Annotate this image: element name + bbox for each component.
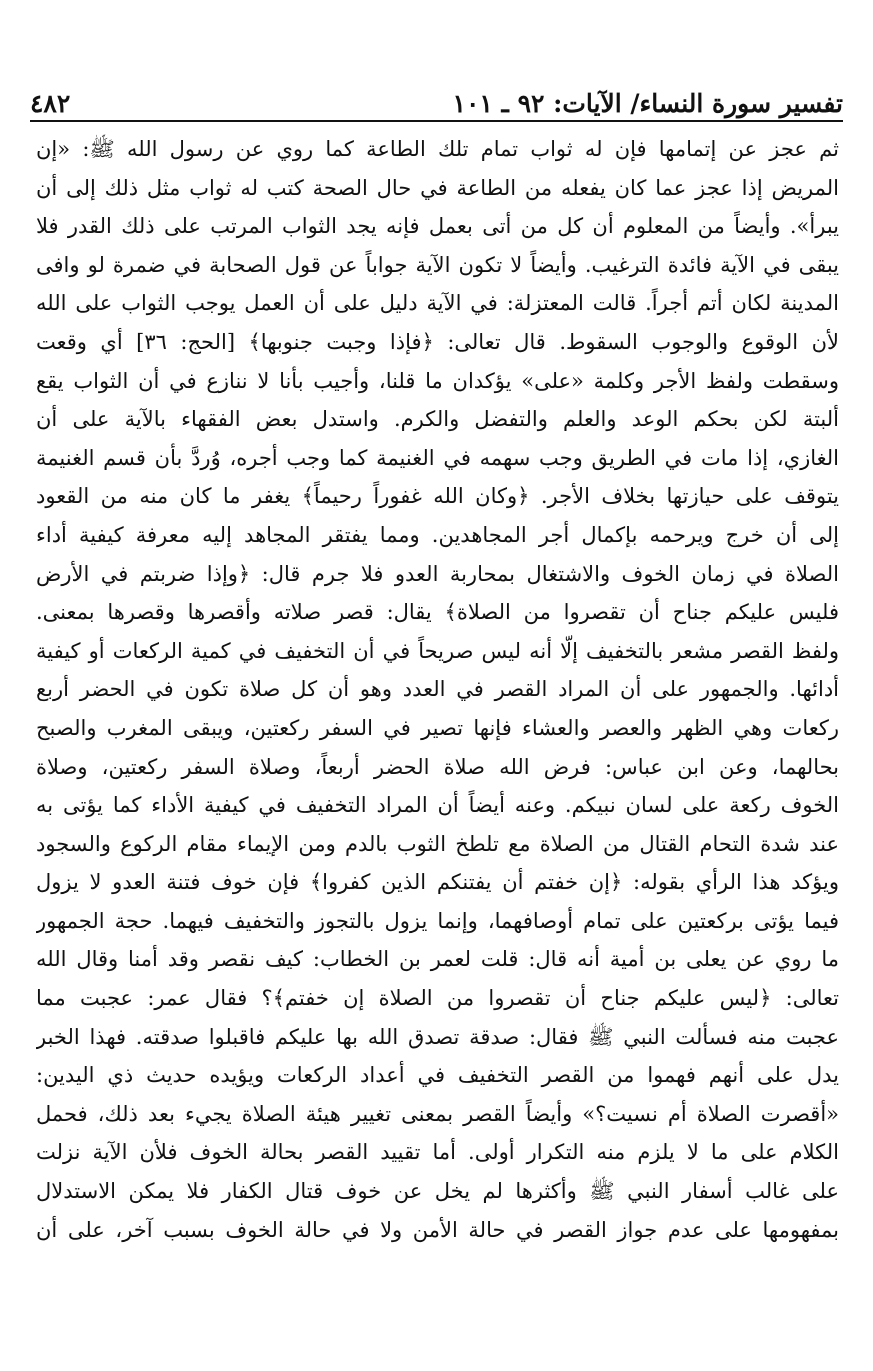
text-line: الخوف ركعة على لسان نبيكم. وعنه أيضاً أن المراد التخفيف في كيفية الأداء كما يؤتى به bbox=[36, 793, 839, 818]
text-line: الغازي، إذا مات في الطريق وجب سهمه في الغنيمة كما وجب أجره، وُردَّ بأن قسم الغنيمة bbox=[36, 445, 839, 470]
text-line: تعالى: ﴿ليس عليكم جناح أن تقصروا من الصلاة إن خفتم﴾؟ فقال عمر: عجبت مما bbox=[36, 986, 839, 1011]
text-line: «أقصرت الصلاة أم نسيت؟» وأيضاً القصر بمعنى تغيير هيئة الصلاة يجيء بعد ذلك، فحمل bbox=[36, 1101, 839, 1126]
text-line: يتوقف على حيازتها بخلاف الأجر. ﴿وكان الله غفوراً رحيماً﴾ يغفر ما كان منه من القعود bbox=[36, 484, 839, 509]
text-line: المريض إذا عجز عما كان يفعله من الطاعة في حال الصحة كتب له ثواب مثل ذلك إلى أن bbox=[36, 175, 839, 200]
text-line: يبرأ». وأيضاً من المعلوم أن كل من أتى بعمل فإنه يجد الثواب المرتب على ذلك القدر فلا bbox=[36, 214, 839, 239]
body-text bbox=[36, 130, 839, 1249]
text-line: ما روي عن يعلى بن أمية أنه قال: قلت لعمر بن الخطاب: كيف نقصر وقد أمنا وقال الله bbox=[36, 947, 839, 972]
text-line: ثم عجز عن إتمامها فإن له ثواب تمام تلك الطاعة كما روي عن رسول الله ﷺ: «إن bbox=[36, 137, 839, 161]
text-line: لأن الوقوع والوجوب السقوط. قال تعالى: ﴿فإذا وجبت جنوبها﴾ [الحج: ٣٦] أي وقعت bbox=[36, 329, 839, 354]
text-line: عجبت منه فسألت النبي ﷺ فقال: صدقة تصدق الله بها عليكم فاقبلوا صدقته. فهذا الخبر bbox=[36, 1024, 839, 1049]
text-line: الكلام على ما لا يلزم منه التكرار أولى. أما تقييد القصر بحالة الخوف فلأن الآية نزلت bbox=[36, 1140, 839, 1165]
text-line: إلى أن خرج ويرحمه بإكمال أجر المجاهدين. ومما يفتقر المجاهد إليه معرفة كيفية أداء bbox=[36, 522, 839, 547]
running-title: تفسير سورة النساء/ الآيات: ٩٢ ـ ١٠١ bbox=[452, 89, 843, 118]
text-line: ولفظ القصر مشعر بالتخفيف إلّا أنه ليس صريحاً في أن التخفيف في كمية الركعات أو كيفية bbox=[36, 638, 839, 663]
text-line: على غالب أسفار النبي ﷺ وأكثرها لم يخل عن خوف قتال الكفار فلا يمكن الاستدلال bbox=[36, 1179, 839, 1204]
page-header bbox=[30, 78, 843, 118]
text-line: فليس عليكم جناح أن تقصروا من الصلاة﴾ يقال: قصر صلاته وأقصرها وقصرها بمعنى. bbox=[36, 600, 839, 625]
text-line: ألبتة لكن بحكم الوعد والعلم والتفضل والكرم. واستدل بعض الفقهاء بالآية على أن bbox=[36, 407, 839, 432]
text-line: ركعات وهي الظهر والعصر والعشاء فإنها تصير في السفر ركعتين، ويبقى المغرب والصبح bbox=[36, 715, 839, 740]
text-line: أدائها. والجمهور على أن المراد القصر في العدد وهو أن كل صلاة تكون في الحضر أربع bbox=[36, 677, 839, 702]
text-line: فيما يؤتى بركعتين على تمام أوصافهما، وإنما يزول بالتجوز والتخفيف فيهما. حجة الجمهور bbox=[36, 908, 839, 933]
text-line: وسقطت ولفظ الأجر وكلمة «على» يؤكدان ما قلنا، وأجيب بأنا لا ننازع في أن الثواب يقع bbox=[36, 368, 839, 393]
text-line: عند شدة التحام القتال من الصلاة مع تلطخ الثوب بالدم ومن الإيماء مقام الركوع والسجود bbox=[36, 831, 839, 856]
page-number: ٤٨٢ bbox=[30, 89, 71, 118]
text-line: يدل على أنهم فهموا من القصر التخفيف في أعداد الركعات ويؤيده حديث ذي اليدين: bbox=[36, 1063, 839, 1088]
text-line: بحالهما، وعن ابن عباس: فرض الله صلاة الحضر أربعاً، وصلاة السفر ركعتين، وصلاة bbox=[36, 754, 839, 779]
text-line: المدينة لكان أتم أجراً. قالت المعتزلة: في الآية دليل على أن العمل يوجب الثواب على الله bbox=[36, 291, 839, 316]
text-line: الصلاة في زمان الخوف والاشتغال بمحاربة العدو فلا جرم قال: ﴿وإذا ضربتم في الأرض bbox=[36, 561, 839, 586]
text-line: ويؤكد هذا الرأي بقوله: ﴿إن خفتم أن يفتنكم الذين كفروا﴾ فإن خوف فتنة العدو لا يزول bbox=[36, 870, 839, 895]
text-line: بمفهومها على عدم جواز القصر في حالة الأمن ولا في حالة الخوف بسبب آخر، على أن bbox=[36, 1217, 839, 1242]
header-rule bbox=[30, 120, 843, 122]
text-line: يبقى في الآية فائدة الترغيب. وأيضاً لا تكون الآية جواباً عن قول الصحابة في ضمرة لو وافى bbox=[36, 252, 839, 277]
